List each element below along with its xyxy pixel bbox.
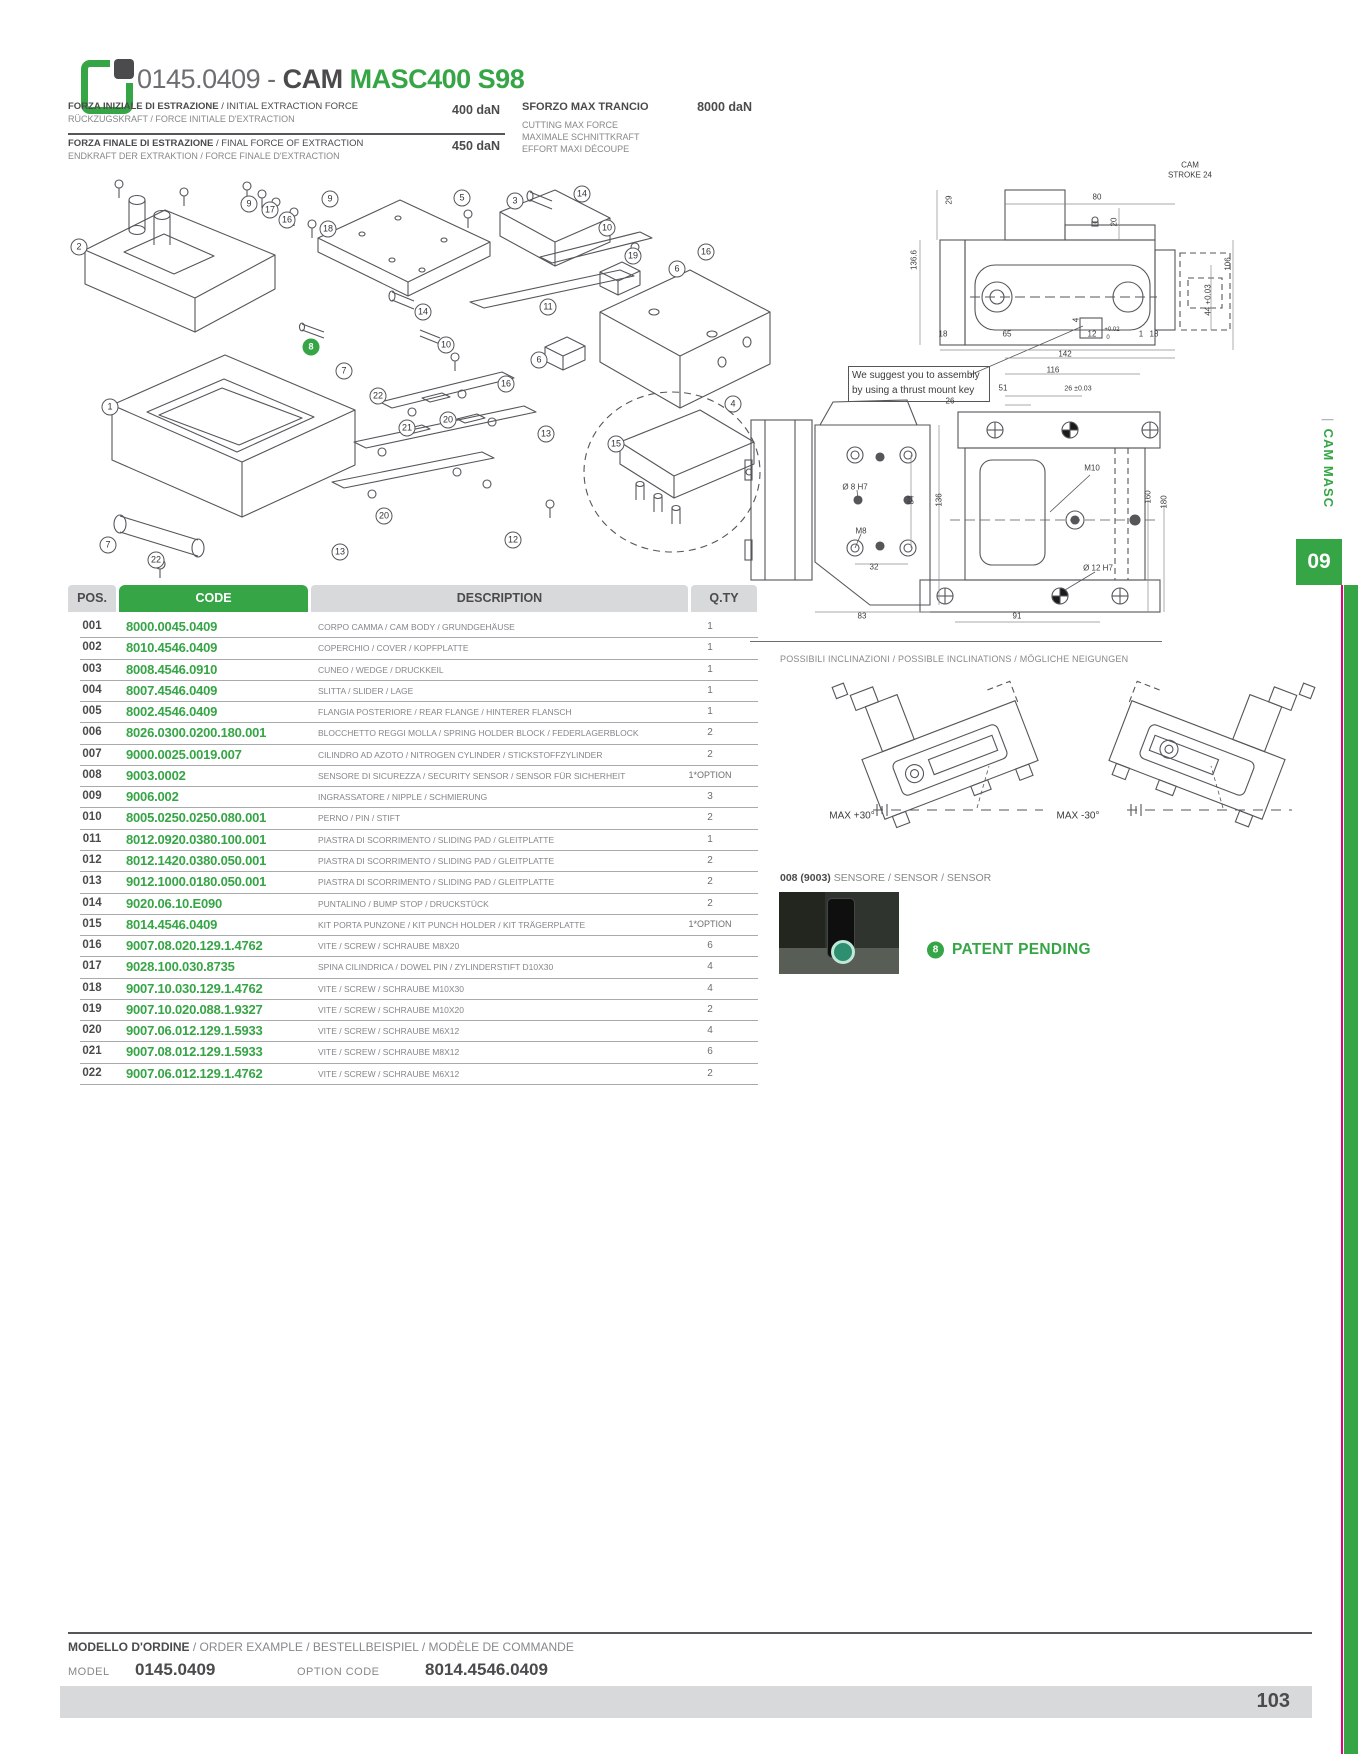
row-pos: 011 bbox=[82, 832, 102, 845]
sensor-heading bbox=[780, 872, 991, 884]
patent-badge-circle: 8 bbox=[927, 942, 944, 959]
dim-label: 29 bbox=[944, 195, 954, 205]
sensor-led-ring bbox=[831, 940, 855, 964]
callout-6: 6 bbox=[669, 261, 686, 278]
table-row bbox=[80, 935, 758, 957]
spec-cutting-force-de: MAXIMALE SCHNITTKRAFT bbox=[522, 132, 640, 142]
dim-label: MAX -30° bbox=[1056, 810, 1100, 822]
callout-5: 5 bbox=[454, 190, 471, 207]
row-qty: 1*OPTION bbox=[688, 769, 732, 780]
dim-label: 80 bbox=[1092, 192, 1102, 202]
row-code: 9028.100.030.8735 bbox=[126, 959, 235, 975]
table-row bbox=[80, 637, 758, 659]
callout-22: 22 bbox=[148, 552, 165, 569]
row-description: VITE / SCREW / SCHRAUBE M6X12 bbox=[318, 1068, 460, 1079]
callout-11: 11 bbox=[540, 299, 557, 316]
title-dark: CAM bbox=[282, 64, 343, 94]
page-title bbox=[137, 64, 524, 95]
row-code: 9003.0002 bbox=[126, 767, 186, 783]
table-row bbox=[80, 956, 758, 978]
row-description: CORPO CAMMA / CAM BODY / GRUNDGEHÄUSE bbox=[318, 622, 515, 632]
callout-19: 19 bbox=[625, 248, 642, 265]
row-description: VITE / SCREW / SCHRAUBE M10X20 bbox=[318, 1004, 464, 1015]
dim-label: 84 bbox=[906, 495, 916, 505]
dim-label: 83 bbox=[857, 611, 867, 621]
dim-label: Ø 12 H7 bbox=[1083, 563, 1113, 573]
logo-dark-square bbox=[114, 59, 134, 79]
dim-label: 4 bbox=[1071, 317, 1081, 323]
row-description: KIT PORTA PUNZONE / KIT PUNCH HOLDER / KIT TRÄGERPLATTE bbox=[318, 919, 586, 930]
row-description: VITE / SCREW / SCHRAUBE M6X12 bbox=[318, 1026, 460, 1037]
dim-label: 26 bbox=[945, 396, 955, 406]
row-qty: 1 bbox=[707, 833, 713, 845]
row-description: SPINA CILINDRICA / DOWEL PIN / ZYLINDERSTIFT D10X30 bbox=[318, 962, 554, 973]
row-pos: 006 bbox=[82, 726, 102, 739]
row-pos: 008 bbox=[82, 768, 102, 781]
row-code: 8008.4546.0910 bbox=[126, 661, 218, 677]
row-description: PIASTRA DI SCORRIMENTO / SLIDING PAD / GLEITPLATTE bbox=[318, 834, 555, 845]
callout-14: 14 bbox=[415, 304, 432, 321]
row-code: 8002.4546.0409 bbox=[126, 704, 218, 720]
row-pos: 005 bbox=[82, 705, 102, 718]
option-code-value: 8014.4546.0409 bbox=[425, 1660, 548, 1679]
row-code: 9007.10.020.088.1.9327 bbox=[126, 1001, 263, 1017]
row-pos: 017 bbox=[82, 960, 102, 973]
row-description: PERNO / PIN / STIFT bbox=[318, 813, 401, 824]
row-pos: 004 bbox=[82, 683, 102, 696]
row-qty: 3 bbox=[707, 791, 713, 803]
row-qty: 1 bbox=[707, 621, 713, 632]
dim-label: 1 bbox=[1138, 329, 1144, 339]
callout-17: 17 bbox=[262, 202, 279, 219]
callout-18: 18 bbox=[320, 221, 337, 238]
row-qty: 1 bbox=[707, 642, 713, 654]
callout-13: 13 bbox=[538, 426, 555, 443]
row-qty: 2 bbox=[707, 812, 713, 824]
dim-label: 20 bbox=[1109, 217, 1119, 227]
row-pos: 022 bbox=[82, 1066, 102, 1079]
callout-8: 8 bbox=[303, 339, 320, 356]
spec-final-force-value: 450 daN bbox=[452, 139, 500, 153]
spec-cutting-force-en: CUTTING MAX FORCE bbox=[522, 120, 618, 130]
row-code: 9007.06.012.129.1.5933 bbox=[126, 1023, 263, 1039]
dim-label: 106 bbox=[1223, 257, 1233, 271]
dimension-drawings bbox=[745, 160, 1358, 850]
table-row bbox=[80, 722, 758, 744]
row-qty: 2 bbox=[707, 727, 713, 739]
table-row bbox=[80, 786, 758, 808]
row-pos: 015 bbox=[82, 917, 102, 930]
callout-7: 7 bbox=[336, 363, 353, 380]
spec-cutting-force-value: 8000 daN bbox=[697, 100, 752, 114]
row-code: 8012.1420.0380.050.001 bbox=[126, 852, 267, 868]
callout-15: 15 bbox=[608, 436, 625, 453]
callout-1: 1 bbox=[102, 399, 119, 416]
callout-2: 2 bbox=[71, 239, 88, 256]
table-row bbox=[80, 616, 758, 638]
dim-label: +0.02 bbox=[1104, 327, 1120, 333]
dim-label: STROKE 24 bbox=[1167, 170, 1213, 180]
row-code: 8026.0300.0200.180.001 bbox=[126, 725, 267, 741]
row-qty: 2 bbox=[707, 854, 713, 866]
table-row bbox=[80, 1063, 758, 1085]
callout-20: 20 bbox=[376, 508, 393, 525]
row-pos: 012 bbox=[82, 853, 102, 866]
table-row bbox=[80, 807, 758, 829]
callout-10: 10 bbox=[438, 337, 455, 354]
row-code: 8010.4546.0409 bbox=[126, 640, 218, 656]
row-qty: 2 bbox=[707, 748, 713, 760]
table-header-code: CODE bbox=[119, 585, 308, 612]
callout-20: 20 bbox=[440, 412, 457, 429]
row-code: 9020.06.10.E090 bbox=[126, 895, 223, 911]
table-row bbox=[80, 978, 758, 1000]
table-row bbox=[80, 999, 758, 1021]
row-qty: 1 bbox=[707, 684, 713, 696]
table-header-description: DESCRIPTION bbox=[311, 585, 688, 612]
callout-16: 16 bbox=[698, 244, 715, 261]
sensor-photo bbox=[779, 892, 899, 974]
spec-final-force-line1: FORZA FINALE DI ESTRAZIONE / FINAL FORCE OF EXTRACTION bbox=[68, 138, 364, 149]
callout-3: 3 bbox=[507, 193, 524, 210]
row-pos: 016 bbox=[82, 939, 102, 952]
row-code: 9012.1000.0180.050.001 bbox=[126, 874, 267, 890]
row-code: 9000.0025.0019.007 bbox=[126, 746, 242, 762]
row-code: 9006.002 bbox=[126, 789, 179, 805]
row-pos: 003 bbox=[82, 662, 102, 675]
callout-7: 7 bbox=[100, 537, 117, 554]
dim-label: 51 bbox=[998, 383, 1008, 393]
dim-label: M10 bbox=[1084, 463, 1100, 473]
row-description: SLITTA / SLIDER / LAGE bbox=[318, 685, 414, 696]
row-description: VITE / SCREW / SCHRAUBE M10X30 bbox=[318, 983, 464, 994]
row-pos: 013 bbox=[82, 875, 102, 888]
row-description: SENSORE DI SICUREZZA / SECURITY SENSOR / SENSOR FÜR SICHERHEIT bbox=[318, 770, 626, 781]
model-label: MODEL bbox=[68, 1666, 110, 1678]
row-description: PIASTRA DI SCORRIMENTO / SLIDING PAD / GLEITPLATTE bbox=[318, 855, 555, 866]
callout-21: 21 bbox=[399, 420, 416, 437]
row-code: 9007.10.030.129.1.4762 bbox=[126, 980, 263, 996]
section-tab-09[interactable]: 09 bbox=[1296, 539, 1342, 585]
dim-label: CAM bbox=[1181, 160, 1199, 170]
parts-table-body bbox=[80, 616, 758, 1086]
row-description: VITE / SCREW / SCHRAUBE M8X12 bbox=[318, 1047, 460, 1058]
callout-10: 10 bbox=[599, 220, 616, 237]
sensor-label: SENSORE / SENSOR / SENSOR bbox=[830, 872, 992, 884]
row-description: VITE / SCREW / SCHRAUBE M8X20 bbox=[318, 941, 460, 952]
order-heading: MODELLO D'ORDINE / ORDER EXAMPLE / BESTELLBEISPIEL / MODÈLE DE COMMANDE bbox=[68, 1640, 574, 1654]
dim-label: 180 bbox=[1159, 495, 1169, 509]
spec-cutting-force-fr: EFFORT MAXI DÉCOUPE bbox=[522, 144, 630, 154]
table-row bbox=[80, 680, 758, 702]
row-qty: 2 bbox=[707, 897, 713, 909]
row-pos: 010 bbox=[82, 811, 102, 824]
row-code: 8014.4546.0409 bbox=[126, 916, 218, 932]
table-header-pos: POS. bbox=[68, 585, 116, 612]
dim-label: 160 bbox=[1143, 490, 1153, 504]
callout-16: 16 bbox=[279, 212, 296, 229]
callout-13: 13 bbox=[332, 544, 349, 561]
row-code: 8012.0920.0380.100.001 bbox=[126, 831, 267, 847]
title-code: 0145.0409 - bbox=[137, 64, 283, 94]
spec-divider bbox=[68, 133, 505, 135]
dim-label: 18 bbox=[938, 329, 948, 339]
section-side-label: | CAM MASC bbox=[1321, 418, 1336, 509]
footer-bar bbox=[60, 1686, 1312, 1718]
row-code: 9007.08.020.129.1.4762 bbox=[126, 938, 263, 954]
row-qty: 1*OPTION bbox=[688, 918, 732, 929]
spec-initial-force-line2: RÜCKZUGSKRAFT / FORCE INITIALE D'EXTRACTION bbox=[68, 114, 295, 124]
row-pos: 007 bbox=[82, 747, 102, 760]
row-description: CUNEO / WEDGE / DRUCKKEIL bbox=[318, 664, 444, 675]
patent-pending-label: PATENT PENDING bbox=[952, 941, 1091, 958]
row-qty: 4 bbox=[707, 1025, 713, 1037]
row-pos: 009 bbox=[82, 790, 102, 803]
dim-label: 136.6 bbox=[909, 249, 919, 271]
table-row bbox=[80, 893, 758, 915]
row-qty: 4 bbox=[707, 982, 713, 994]
row-qty: 1 bbox=[707, 706, 713, 718]
row-code: 8005.0250.0250.080.001 bbox=[126, 810, 267, 826]
ass-note-line2: by using a thrust mount key bbox=[852, 385, 975, 396]
dim-label: 91 bbox=[1012, 611, 1022, 621]
row-pos: 020 bbox=[82, 1024, 102, 1037]
callout-22: 22 bbox=[370, 388, 387, 405]
assembly-note bbox=[848, 366, 990, 402]
callout-14: 14 bbox=[574, 186, 591, 203]
row-code: 9007.08.012.129.1.5933 bbox=[126, 1044, 263, 1060]
row-description: COPERCHIO / COVER / KOPFPLATTE bbox=[318, 643, 469, 654]
dim-label: 65 bbox=[1002, 329, 1012, 339]
option-code-label: OPTION CODE bbox=[297, 1666, 380, 1678]
callout-9: 9 bbox=[241, 196, 258, 213]
row-code: 9007.06.012.129.1.4762 bbox=[126, 1065, 263, 1081]
spec-final-force-line2: ENDKRAFT DER EXTRAKTION / FORCE FINALE D'EXTRACTION bbox=[68, 151, 340, 161]
table-row bbox=[80, 1041, 758, 1063]
dim-label: 44 +0.03 bbox=[1203, 284, 1213, 316]
row-description: PIASTRA DI SCORRIMENTO / SLIDING PAD / GLEITPLATTE bbox=[318, 877, 555, 888]
row-pos: 018 bbox=[82, 981, 102, 994]
row-pos: 019 bbox=[82, 1002, 102, 1015]
table-row bbox=[80, 850, 758, 872]
model-value: 0145.0409 bbox=[135, 1660, 216, 1679]
section-divider bbox=[750, 641, 1162, 642]
dim-label: 0 bbox=[1106, 335, 1110, 341]
row-qty: 2 bbox=[707, 1067, 713, 1079]
callout-6: 6 bbox=[531, 352, 548, 369]
dim-label: 116 bbox=[1046, 365, 1060, 375]
row-qty: 6 bbox=[707, 940, 713, 952]
dim-label: 12 bbox=[1087, 329, 1097, 339]
row-pos: 021 bbox=[82, 1045, 102, 1058]
row-code: 8000.0045.0409 bbox=[126, 619, 218, 634]
edge-green-bar bbox=[1344, 585, 1358, 1754]
row-qty: 2 bbox=[707, 1003, 713, 1015]
table-header-qty: Q.TY bbox=[691, 585, 757, 612]
table-row bbox=[80, 1020, 758, 1042]
table-row bbox=[80, 914, 758, 936]
table-row bbox=[80, 765, 758, 787]
row-qty: 1 bbox=[707, 663, 713, 675]
row-qty: 4 bbox=[707, 961, 713, 973]
dim-label: 26 ±0.03 bbox=[1064, 385, 1092, 393]
spec-cutting-force-title: SFORZO MAX TRANCIO bbox=[522, 101, 649, 113]
spec-initial-force-value: 400 daN bbox=[452, 103, 500, 117]
callout-4: 4 bbox=[725, 396, 742, 413]
table-row bbox=[80, 701, 758, 723]
edge-magenta-line bbox=[1341, 585, 1343, 1754]
page-number: 103 bbox=[1256, 1690, 1290, 1712]
row-description: BLOCCHETTO REGGI MOLLA / SPRING HOLDER BLOCK / FEDERLAGERBLOCK bbox=[318, 728, 639, 739]
row-pos: 002 bbox=[82, 641, 102, 654]
dim-label: MAX +30° bbox=[829, 810, 875, 822]
row-description: CILINDRO AD AZOTO / NITROGEN CYLINDER / STICKSTOFFZYLINDER bbox=[318, 749, 603, 760]
dim-label: 136 bbox=[934, 493, 944, 507]
callout-9: 9 bbox=[322, 191, 339, 208]
title-model: MASC400 S98 bbox=[342, 64, 525, 94]
ass-note-line1: We suggest you to assembly bbox=[852, 370, 980, 381]
dim-label: 142 bbox=[1058, 349, 1072, 359]
table-row bbox=[80, 871, 758, 893]
table-row bbox=[80, 829, 758, 851]
callout-16: 16 bbox=[498, 376, 515, 393]
row-description: PUNTALINO / BUMP STOP / DRUCKSTÜCK bbox=[318, 898, 489, 909]
exploded-view-drawing bbox=[62, 172, 772, 582]
spec-initial-force-line1: FORZA INIZIALE DI ESTRAZIONE / INITIAL EXTRACTION FORCE bbox=[68, 101, 359, 112]
row-qty: 6 bbox=[707, 1046, 713, 1058]
row-pos: 001 bbox=[82, 620, 102, 632]
sensor-pos-code: 008 (9003) bbox=[780, 872, 831, 884]
row-pos: 014 bbox=[82, 896, 102, 909]
order-divider bbox=[68, 1632, 1312, 1634]
inclinations-heading: POSSIBILI INCLINAZIONI / POSSIBLE INCLINATIONS / MÖGLICHE NEIGUNGEN bbox=[780, 654, 1129, 664]
dim-label: Ø 8 H7 bbox=[842, 482, 868, 492]
callout-12: 12 bbox=[505, 532, 522, 549]
row-qty: 2 bbox=[707, 876, 713, 888]
table-row bbox=[80, 744, 758, 766]
row-description: FLANGIA POSTERIORE / REAR FLANGE / HINTERER FLANSCH bbox=[318, 707, 572, 718]
row-code: 8007.4546.0409 bbox=[126, 682, 218, 698]
dim-label: M8 bbox=[855, 526, 867, 536]
row-description: INGRASSATORE / NIPPLE / SCHMIERUNG bbox=[318, 792, 488, 803]
dim-label: 32 bbox=[869, 562, 879, 572]
dim-label: 18 bbox=[1149, 329, 1159, 339]
table-row bbox=[80, 659, 758, 681]
